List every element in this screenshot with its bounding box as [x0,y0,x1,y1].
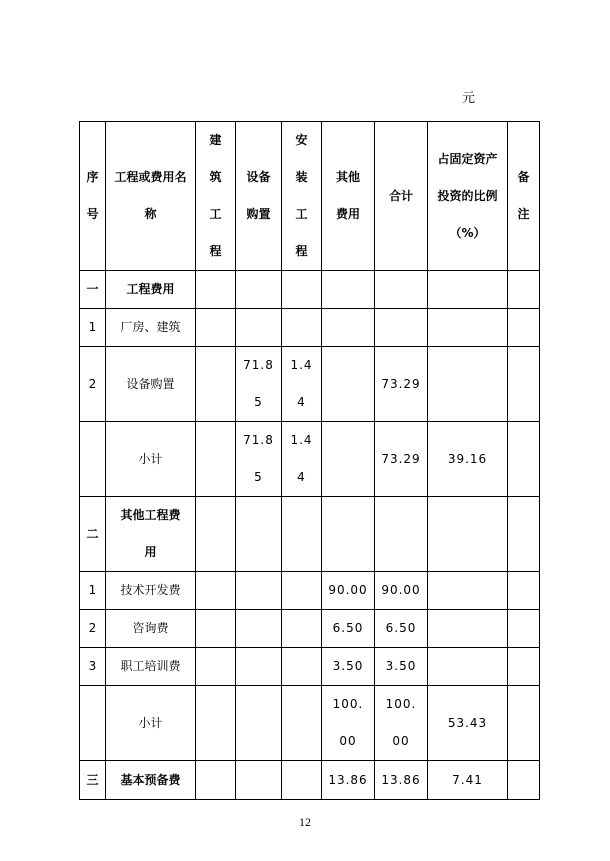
header-row [80,122,540,271]
row-remark [508,761,540,800]
row-seq: 一 [80,271,106,309]
header-seq: 序号 [80,122,106,271]
row-ratio [428,648,508,686]
row-installation [282,761,322,800]
row-ratio: 39.16 [428,422,508,497]
row-other: 6.50 [322,610,375,648]
header-equipment: 设备购置 [236,122,282,271]
header-name: 工程或费用名称 [106,122,196,271]
row-equipment [236,761,282,800]
row-remark [508,347,540,422]
row-construction [196,686,236,761]
row-name: 其他工程费用 [106,497,196,572]
row-ratio: 53.43 [428,686,508,761]
row-ratio [428,309,508,347]
row-installation [282,497,322,572]
row-seq: 二 [80,497,106,572]
table-row [80,497,540,572]
row-remark [508,686,540,761]
header-remark: 备注 [508,122,540,271]
row-total [375,309,428,347]
row-installation: 1.44 [282,422,322,497]
table-row [80,761,540,800]
row-total: 13.86 [375,761,428,800]
row-total: 3.50 [375,648,428,686]
row-construction [196,648,236,686]
row-construction [196,422,236,497]
row-total: 73.29 [375,347,428,422]
table-row [80,648,540,686]
row-name: 工程费用 [106,271,196,309]
row-equipment [236,572,282,610]
row-ratio: 7.41 [428,761,508,800]
row-total [375,271,428,309]
row-construction [196,761,236,800]
table-row [80,686,540,761]
row-ratio [428,271,508,309]
row-construction [196,497,236,572]
row-equipment [236,686,282,761]
row-other [322,422,375,497]
row-equipment [236,271,282,309]
row-total: 73.29 [375,422,428,497]
table-row [80,309,540,347]
row-remark [508,648,540,686]
row-installation [282,309,322,347]
row-installation [282,271,322,309]
row-seq: 2 [80,610,106,648]
row-ratio [428,610,508,648]
row-total: 90.00 [375,572,428,610]
row-ratio [428,497,508,572]
table-row [80,347,540,422]
row-total: 6.50 [375,610,428,648]
row-construction [196,610,236,648]
row-construction [196,347,236,422]
row-remark [508,422,540,497]
row-equipment [236,309,282,347]
row-construction [196,572,236,610]
row-equipment: 71.85 [236,422,282,497]
table-row [80,422,540,497]
table-row [80,610,540,648]
row-construction [196,309,236,347]
row-seq: 三 [80,761,106,800]
row-name: 咨询费 [106,610,196,648]
row-total: 100.00 [375,686,428,761]
row-installation: 1.44 [282,347,322,422]
row-name: 设备购置 [106,347,196,422]
row-name: 厂房、建筑 [106,309,196,347]
row-other: 100.00 [322,686,375,761]
row-remark [508,572,540,610]
row-other [322,497,375,572]
table-row [80,572,540,610]
row-other: 3.50 [322,648,375,686]
row-seq [80,686,106,761]
row-other [322,347,375,422]
row-installation [282,610,322,648]
row-other [322,309,375,347]
row-equipment: 71.85 [236,347,282,422]
row-other: 90.00 [322,572,375,610]
row-ratio [428,572,508,610]
row-installation [282,686,322,761]
row-name: 基本预备费 [106,761,196,800]
row-equipment [236,648,282,686]
row-remark [508,271,540,309]
row-ratio [428,347,508,422]
row-name: 小计 [106,686,196,761]
investment-table [79,121,540,800]
row-installation [282,648,322,686]
row-name: 小计 [106,422,196,497]
table-row [80,271,540,309]
row-construction [196,271,236,309]
row-other [322,271,375,309]
row-name: 技术开发费 [106,572,196,610]
row-remark [508,309,540,347]
header-construction: 建筑工程 [196,122,236,271]
row-seq [80,422,106,497]
row-seq: 2 [80,347,106,422]
unit-label: 元 [462,91,476,106]
row-total [375,497,428,572]
header-installation: 安装工程 [282,122,322,271]
row-remark [508,497,540,572]
row-seq: 1 [80,309,106,347]
row-other: 13.86 [322,761,375,800]
row-remark [508,610,540,648]
row-equipment [236,610,282,648]
row-seq: 3 [80,648,106,686]
row-installation [282,572,322,610]
row-name: 职工培训费 [106,648,196,686]
header-total: 合计 [375,122,428,271]
header-ratio: 占固定资产投资的比例（%） [428,122,508,271]
page-number: 12 [299,815,311,829]
row-seq: 1 [80,572,106,610]
header-other: 其他费用 [322,122,375,271]
row-equipment [236,497,282,572]
